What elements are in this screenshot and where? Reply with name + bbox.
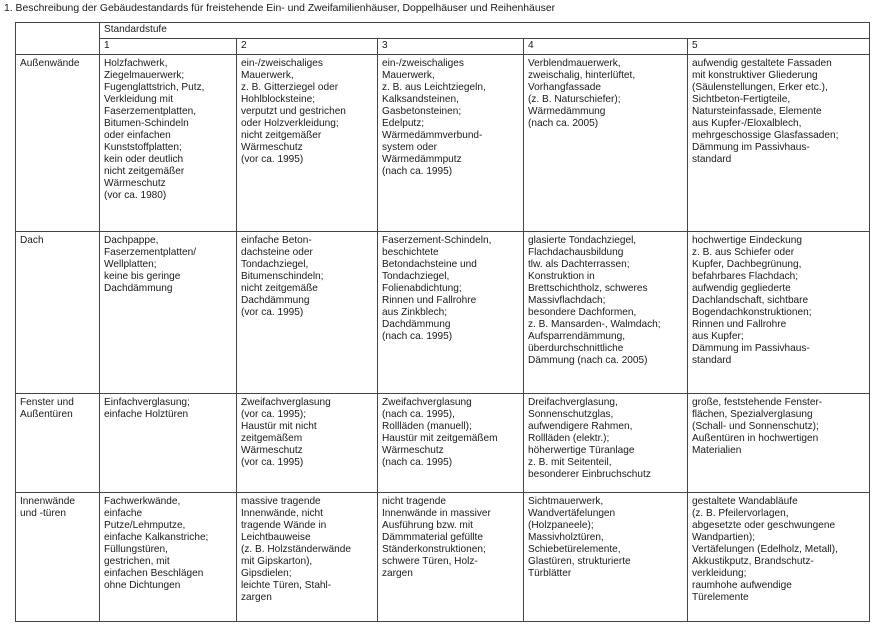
group-header-standardstufe [100, 23, 870, 39]
table-corner-cell [16, 23, 100, 55]
row-label-cell [16, 393, 100, 492]
level-header-label: 1 [104, 40, 110, 51]
cell-text: Fachwerkwände, einfache Putze/Lehmputze, einfache Kalkanstriche; Füllungstüren, gestrichen, mit einfachen Beschlägen ohne Dichtungen [104, 496, 209, 592]
table-cell [524, 393, 688, 492]
table-row-fenster-aussentueren [16, 393, 870, 492]
cell-text: Faserzement-Schindeln, beschichtete Betondachsteine und Tondachziegel, Folienabdichtung; Rinnen und Fallrohre aus Zinkblech; Dachdämmung (nach ca. 1995) [382, 235, 492, 343]
table-cell [100, 393, 237, 492]
table-cell [100, 232, 237, 394]
cell-text: ein-/zweischaliges Mauerwerk, z. B. aus Leichtziegeln, Kalksandsteinen, Gasbetonsteinen; Edelputz; Wärmedämmverbund- system oder Wärmedämmputz (nach ca. 1995) [382, 58, 486, 177]
table-cell [100, 55, 237, 232]
level-header-1 [100, 39, 237, 55]
row-label-cell [16, 493, 100, 622]
table-cell [378, 55, 524, 232]
table-cell [524, 55, 688, 232]
cell-text: gestaltete Wandabläufe (z. B. Pfeilervorlagen, abgesetzte oder geschwungene Wandpartien); Vertäfelungen (Edelholz, Metall), Akkustikputz, Brandschutz- verkleidung; raumhohe aufwendige Türelemente [692, 496, 838, 604]
table-cell [237, 393, 378, 492]
row-label: Dach [20, 235, 44, 247]
cell-text: nicht tragende Innenwände in massiver Ausführung bzw. mit Dämmmaterial gefüllte Ständerkonstruktionen; schwere Türen, Holz- zargen [382, 496, 491, 580]
document-title: 1. Beschreibung der Gebäudestandards für freistehende Ein- und Zweifamilienhäuser, Doppelhäuser und Reihenhäuser [4, 3, 556, 14]
cell-text: hochwertige Eindeckung z. B. aus Schiefer oder Kupfer, Dachbegrünung, befahrbares Flachdach; aufwendig gegliederte Dachlandschaft, sichtbare Bogendachkonstruktionen; Rinnen und Fallrohre aus Kupfer; Dämmung im Passivhaus- standard [692, 235, 812, 367]
table-cell [688, 393, 870, 492]
group-header-label: Standardstufe [104, 24, 167, 35]
level-header-label: 3 [382, 40, 388, 51]
cell-text: aufwendig gestaltete Fassaden mit konstruktiver Gliederung (Säulenstellungen, Erker etc.), Sichtbeton-Fertigteile, Natursteinfassade, Elemente aus Kupfer-/Eloxalblech, mehrgeschossige Glasfassaden; Dämmung im Passivhaus- standard [692, 58, 839, 165]
table-cell [688, 232, 870, 394]
table-cell [378, 493, 524, 622]
table-row-dach [16, 232, 870, 394]
row-label: Fenster und Außentüren [20, 396, 74, 420]
cell-text: Holzfachwerk, Ziegelmauerwerk; Fugenglattstrich, Putz, Verkleidung mit Faserzementplatten, Bitumen-Schindeln oder einfachen Kunststoffplatten; kein oder deutlich nicht zeitgemäßer Wärmeschutz (vor ca. 1980) [104, 58, 205, 201]
cell-text: Zweifachverglasung (vor ca. 1995); Haustür mit nicht zeitgemäßem Wärmeschutz (vor ca. 1995) [241, 396, 331, 468]
table-row-aussenwaende [16, 55, 870, 232]
table-cell [688, 493, 870, 622]
cell-text: Einfachverglasung; einfache Holztüren [104, 396, 190, 420]
level-header-3 [378, 39, 524, 55]
table-cell [237, 493, 378, 622]
cell-text: massive tragende Innenwände, nicht tragende Wände in Leichtbauweise (z. B. Holzständerwände mit Gipskarton), Gipsdielen; leichte Türen, Stahl- zargen [241, 496, 351, 604]
table-cell [100, 493, 237, 622]
cell-text: einfache Beton- dachsteine oder Tondachziegel, Bitumenschindeln; nicht zeitgemäße Dachdämmung (vor ca. 1995) [241, 235, 324, 319]
level-header-label: 2 [241, 40, 247, 51]
row-label: Außenwände [20, 58, 80, 69]
cell-text: ein-/zweischaliges Mauerwerk, z. B. Gitterziegel oder Hohlblocksteine; verputzt und gestrichen oder Holzverkleidung; nicht zeitgemäßer Wärmeschutz (vor ca. 1995) [241, 58, 346, 165]
row-label-cell [16, 232, 100, 394]
level-header-label: 4 [528, 40, 534, 51]
table-cell [237, 232, 378, 394]
level-header-4 [524, 39, 688, 55]
table-cell [524, 493, 688, 622]
cell-text: Verblendmauerwerk, zweischalig, hinterlüftet, Vorhangfassade (z. B. Naturschiefer); Wärmedämmung (nach ca. 2005) [528, 58, 636, 129]
cell-text: glasierte Tondachziegel, Flachdachausbildung tlw. als Dachterrassen; Konstruktion in Brettschichtholz, schweres Massivflachdach; besondere Dachformen, z. B. Mansarden-, Walmdach; Aufsparrendämmung, überdurchschnittliche Dämmung (nach ca. 2005) [528, 235, 661, 367]
cell-text: große, feststehende Fenster- flächen, Spezialverglasung (Schall- und Sonnenschutz); Außentüren in hochwertigen Materialien [692, 396, 823, 456]
cell-text: Zweifachverglasung (nach ca. 1995), Rollläden (manuell); Haustür mit zeitgemäßem Wärmeschutz (nach ca. 1995) [382, 396, 498, 468]
cell-text: Dreifachverglasung, Sonnenschutzglas, aufwendigere Rahmen, Rollläden (elektr.); höherwertige Türanlage z. B. mit Seitenteil, besonderer Einbruchschutz [528, 396, 651, 480]
table-row-innenwaende-tueren [16, 493, 870, 622]
building-standards-table [15, 22, 870, 622]
cell-text: Sichtmauerwerk, Wandvertäfelungen (Holzpaneele); Massivholztüren, Schiebetürelemente, Glastüren, strukturierte Türblätter [528, 496, 631, 580]
level-header-5 [688, 39, 870, 55]
table-cell [378, 393, 524, 492]
cell-text: Dachpappe, Faserzementplatten/ Wellplatten; keine bis geringe Dachdämmung [104, 235, 197, 295]
table-cell [378, 232, 524, 394]
level-header-label: 5 [692, 40, 698, 51]
table-cell [237, 55, 378, 232]
table-cell [524, 232, 688, 394]
level-header-2 [237, 39, 378, 55]
table-cell [688, 55, 870, 232]
row-label-cell [16, 55, 100, 232]
row-label: Innenwände und -türen [20, 496, 76, 520]
